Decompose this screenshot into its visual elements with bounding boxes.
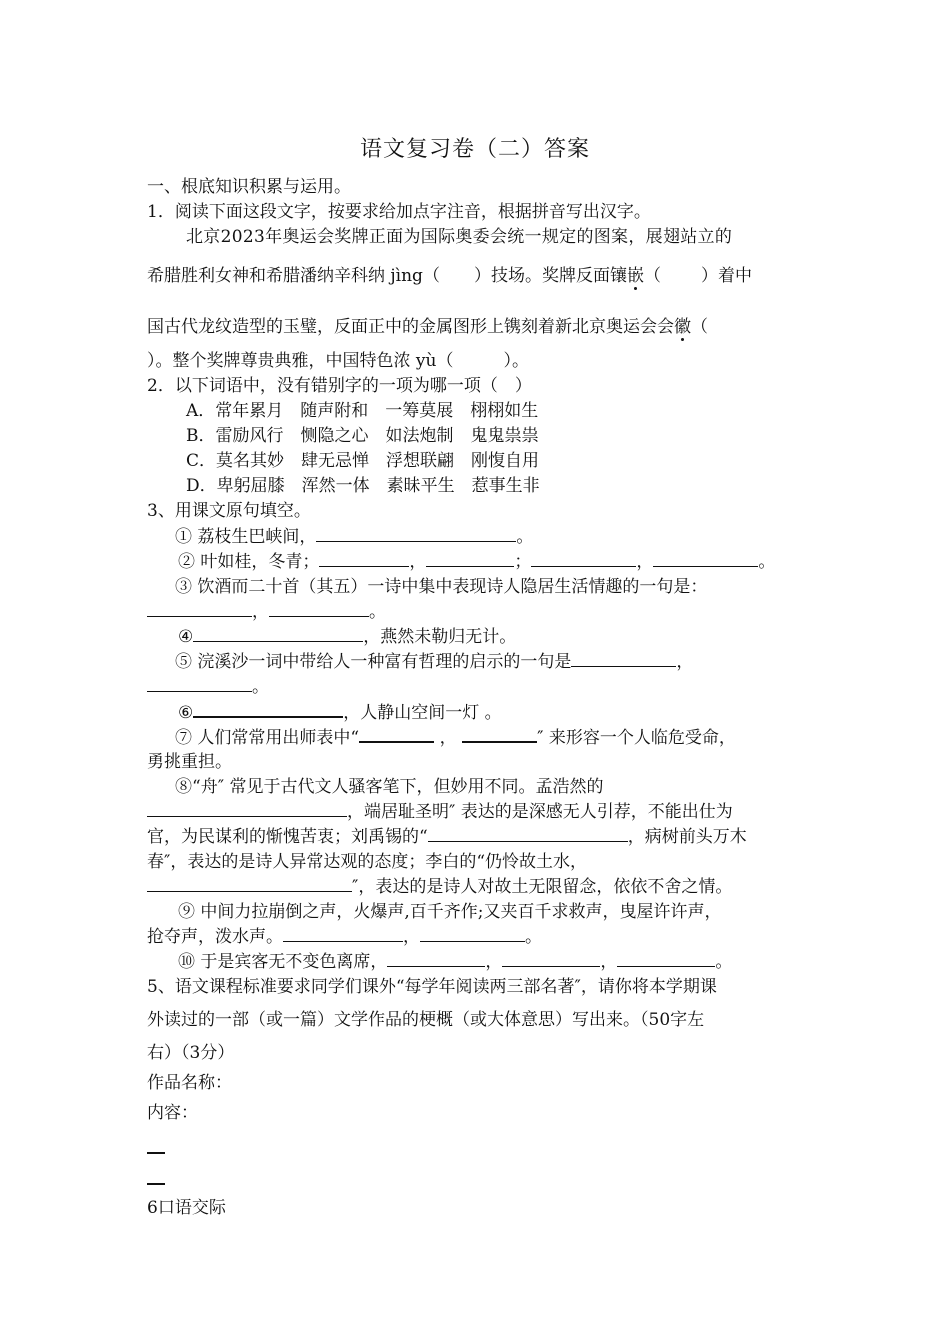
q3-item-6: ⑥ ，人静山空间一灯 。 xyxy=(178,703,502,723)
emphasis-dot-char: 嵌 xyxy=(626,266,644,286)
q3-item-8-line-4: 春″，表达的是诗人异常达观的态度；李白的“仍怜故土水， xyxy=(147,852,588,872)
q5-line-1: 5、语文课程标准要求同学们课外“每学年阅读两三部名著″，请你将本学期课 xyxy=(147,977,717,997)
q1-prompt: 1．阅读下面这段文字，按要求给加点字注音，根据拼音写出汉字。 xyxy=(147,202,651,222)
q3-item-8-line-2: ，端居耻圣明″ 表达的是深感无人引荐，不能出仕为 xyxy=(147,801,733,823)
q3-item-7: ⑦ 人们常常用出师表中“ ， ″ 来形容一个人临危受命， xyxy=(175,728,736,748)
q3-item-8-line-3: 官，为民谋利的惭愧苦衷；刘禹锡的“ ，病树前头万木 xyxy=(147,827,747,847)
q1-passage-line-3: 国古代龙纹造型的玉璧，反面正中的金属图形上镌刻着新北京奥运会会徽（ xyxy=(147,317,708,337)
q3-item-5-blank: 。 xyxy=(147,676,269,698)
q5-line-2: 外读过的一部（或一篇）文学作品的梗概（或大体意思）写出来。（50字左 xyxy=(147,1010,705,1030)
emphasis-dot-char: 徽 xyxy=(674,317,691,337)
q3-item-5: ⑤ 浣溪沙一词中带给人一种富有哲理的启示的一句是 ， xyxy=(175,652,694,672)
q2-prompt: 2．以下词语中，没有错别字的一项为哪一项（ ） xyxy=(147,376,532,396)
q2-option-a: A．常年累月 随声附和 一筹莫展 栩栩如生 xyxy=(186,401,539,421)
q3-item-1: ① 荔枝生巴峡间， 。 xyxy=(175,527,534,547)
content-label: 内容： xyxy=(147,1103,198,1123)
q5-line-3: 右）（3分） xyxy=(147,1043,235,1063)
q3-item-9: ⑨ 中间力拉崩倒之声，火爆声,百千齐作;又夹百千求救声，曳屋许许声， xyxy=(178,902,722,922)
q3-item-8: ⑧“舟″ 常见于古代文人骚客笔下，但妙用不同。孟浩然的 xyxy=(175,777,604,797)
q3-item-3: ③ 饮酒而二十首（其五）一诗中集中表现诗人隐居生活情趣的一句是： xyxy=(175,577,708,597)
q6-heading: 6口语交际 xyxy=(147,1198,226,1218)
q2-option-b: B．雷励风行 恻隐之心 如法炮制 鬼鬼祟祟 xyxy=(186,426,539,446)
q1-passage-line-4: ）。整个奖牌尊贵典雅，中国特色浓 yù（ ）。 xyxy=(147,351,529,371)
q3-item-8-line-5: ″，表达的是诗人对故土无限留念，依依不舍之情。 xyxy=(147,876,732,898)
answer-line-2 xyxy=(147,1183,165,1185)
q3-item-4: ④ ，燕然未勒归无计。 xyxy=(178,627,517,647)
q3-item-9-line-2: 抢夺声，泼水声。 ， 。 xyxy=(147,927,542,947)
work-name-label: 作品名称： xyxy=(147,1073,232,1093)
q3-item-10: ⑩ 于是宾客无不变色离席， ， ， 。 xyxy=(178,952,733,972)
q1-passage-line-2: 希腊胜利女神和希腊潘纳辛科纳 jìng（ ）技场。奖牌反面镶嵌（ ）着中 xyxy=(147,266,752,286)
q1-passage-line-1: 北京2023年奥运会奖牌正面为国际奥委会统一规定的图案，展翅站立的 xyxy=(186,227,733,247)
q3-prompt: 3、用课文原句填空。 xyxy=(147,501,311,521)
page-title: 语文复习卷（二）答案 xyxy=(359,137,590,162)
q3-item-7-cont: 勇挑重担。 xyxy=(147,752,232,772)
q2-option-d: D．卑躬屈膝 浑然一体 素昧平生 惹事生非 xyxy=(186,476,540,496)
q3-item-3-blanks: ， 。 xyxy=(147,601,386,623)
section-heading: 一、根底知识积累与运用。 xyxy=(147,177,351,197)
q2-option-c: C．莫名其妙 肆无忌惮 浮想联翩 刚愎自用 xyxy=(186,451,540,471)
q3-item-2: ② 叶如桂，冬青； ， ； ， 。 xyxy=(178,552,776,572)
answer-line-1 xyxy=(147,1152,165,1154)
